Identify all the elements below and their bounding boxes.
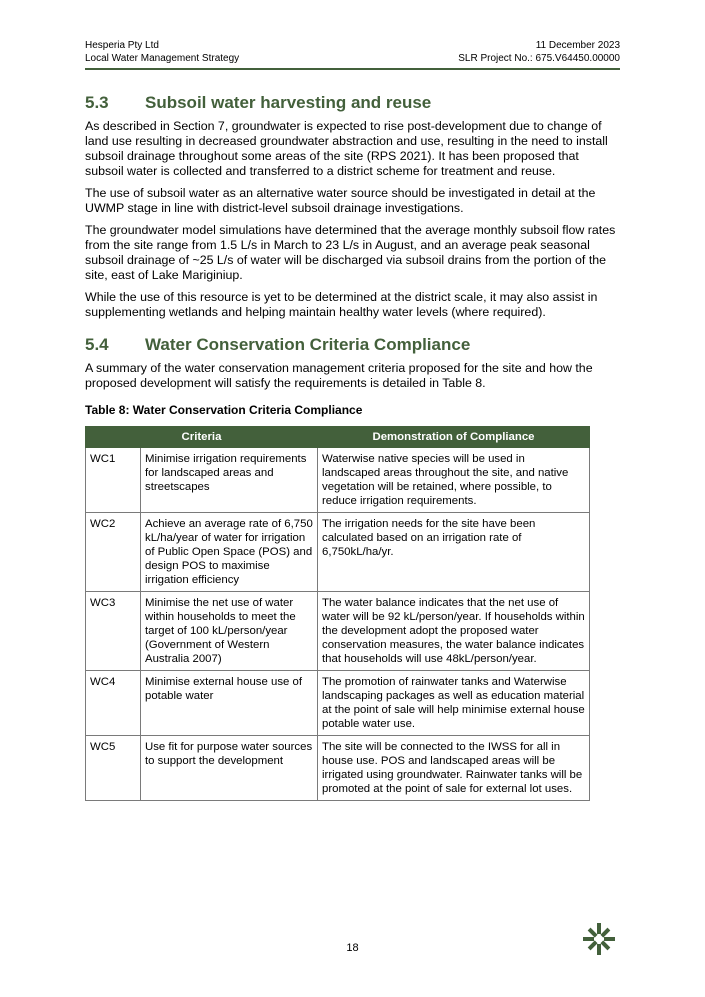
criteria-id: WC2: [86, 513, 141, 592]
table-header-row: [86, 427, 590, 448]
document-title: Local Water Management Strategy: [85, 52, 240, 64]
column-header-criteria: Criteria: [86, 427, 318, 448]
section-heading-5-4: [85, 335, 470, 355]
compliance-text: The water balance indicates that the net use of water will be 92 kL/person/year. If households within the development adopt the proposed water conservation measures, the water balance indicates that households will use 48kL/person/year.: [318, 592, 590, 671]
paragraph: A summary of the water conservation management criteria proposed for the site and how the proposed development will satisfy the requirements is detailed in Table 8.: [85, 361, 593, 390]
table-row: [86, 736, 590, 801]
table-caption: Table 8: Water Conservation Criteria Compliance: [85, 403, 363, 417]
header-divider: [85, 68, 620, 70]
paragraph: The groundwater model simulations have determined that the average monthly subsoil flow rates from the site range from 1.5 L/s in March to 23 L/s in August, and an average peak seasonal subsoil drainage of ~25 L/s of water will be discharged via subsoil drains from the portion of the site, east of Lake Mariginiup.: [85, 223, 616, 282]
criteria-id: WC1: [86, 448, 141, 513]
section-heading-5-3: [85, 93, 431, 113]
table-row: [86, 671, 590, 736]
compliance-text: The site will be connected to the IWSS for all in house use. POS and landscaped areas will be irrigated using groundwater. Rainwater tanks will be promoted at the point of sale for external lot uses.: [318, 736, 590, 801]
paragraph: The use of subsoil water as an alternative water source should be investigated in detail at the UWMP stage in line with district-level subsoil drainage investigations.: [85, 186, 596, 215]
criteria-text: Use fit for purpose water sources to support the development: [141, 736, 318, 801]
section-number: 5.4: [85, 335, 109, 354]
project-number: SLR Project No.: 675.V64450.00000: [458, 52, 620, 64]
criteria-id: WC3: [86, 592, 141, 671]
table-row: [86, 592, 590, 671]
criteria-text: Minimise the net use of water within households to meet the target of 100 kL/person/year (Government of Western Australia 2007): [141, 592, 318, 671]
criteria-id: WC4: [86, 671, 141, 736]
paragraph: While the use of this resource is yet to be determined at the district scale, it may also assist in supplementing wetlands and helping maintain healthy water levels (where required).: [85, 290, 598, 319]
criteria-text: Achieve an average rate of 6,750 kL/ha/year of water for irrigation of Public Open Space (POS) and design POS to maximise irrigation efficiency: [141, 513, 318, 592]
section-title: Water Conservation Criteria Compliance: [145, 335, 471, 354]
page-number: 18: [346, 942, 359, 954]
document-date: 11 December 2023: [535, 40, 620, 51]
column-header-compliance: Demonstration of Compliance: [318, 427, 590, 448]
section-title: Subsoil water harvesting and reuse: [145, 93, 432, 112]
company-name: Hesperia Pty Ltd: [85, 40, 159, 51]
criteria-id: WC5: [86, 736, 141, 801]
compliance-table: [85, 426, 590, 801]
paragraph: As described in Section 7, groundwater is expected to rise post-development due to change of land use resulting in decreased groundwater abstraction and use, resulting in the need to install subsoil drainage throughout some areas of the site (RPS 2021). It has been proposed that subsoil water is collected and transferred to a district scheme for treatment and reuse.: [85, 119, 608, 178]
compliance-text: Waterwise native species will be used in landscaped areas throughout the site, and native vegetation will be retained, where possible, to reduce irrigation requirements.: [318, 448, 590, 513]
section-number: 5.3: [85, 93, 109, 112]
table-row: [86, 513, 590, 592]
table-row: [86, 448, 590, 513]
slr-logo-icon: [581, 921, 617, 957]
criteria-text: Minimise irrigation requirements for landscaped areas and streetscapes: [141, 448, 318, 513]
compliance-text: The irrigation needs for the site have been calculated based on an irrigation rate of 6,750kL/ha/yr.: [318, 513, 590, 592]
criteria-text: Minimise external house use of potable water: [141, 671, 318, 736]
compliance-text: The promotion of rainwater tanks and Waterwise landscaping packages as well as education material at the point of sale will help minimise external house potable water use.: [318, 671, 590, 736]
